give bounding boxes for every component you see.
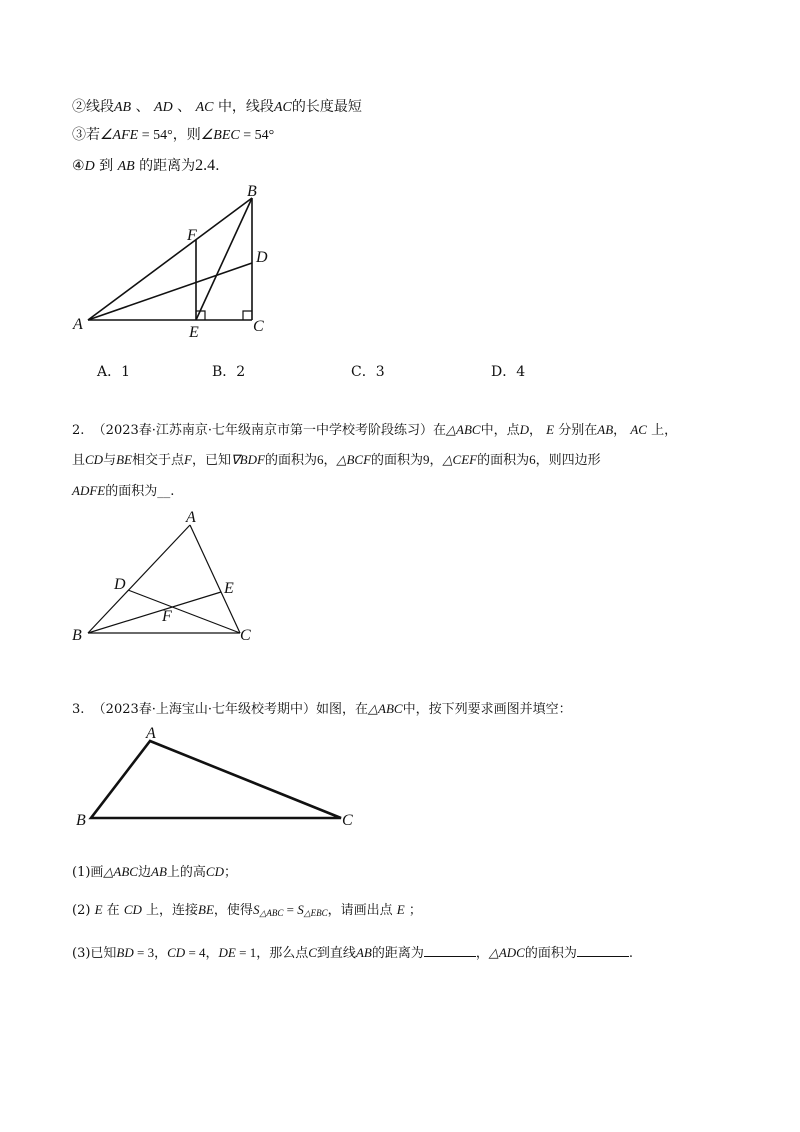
math: △ABC <box>259 908 284 918</box>
text: 到 <box>94 158 114 174</box>
option-c[interactable] <box>351 361 385 381</box>
math: = 54° <box>138 128 173 143</box>
option-value: 3 <box>375 364 385 380</box>
math: D <box>519 422 529 437</box>
fig3-label-b: B <box>76 812 86 829</box>
fig3-label-a: A <box>146 725 156 742</box>
text: 若 <box>86 127 100 143</box>
fig3-label-c: C <box>342 812 353 829</box>
text: 上， <box>651 423 678 438</box>
text: 上的高 <box>166 865 206 880</box>
math: S <box>297 902 304 917</box>
text: ， <box>529 423 543 438</box>
math: = 54° <box>239 128 275 143</box>
q3-part-1 <box>72 862 237 883</box>
statement-marker: ③ <box>72 127 86 143</box>
fig1-label-a: A <box>73 316 83 333</box>
math: E <box>94 902 103 917</box>
text: ，使得 <box>213 903 253 918</box>
math: AC <box>630 422 647 437</box>
fig2-label-f: F <box>162 608 172 625</box>
text: (1)画 <box>72 865 104 880</box>
fig2-label-c: C <box>240 627 251 644</box>
math: BD <box>116 945 134 960</box>
text: (2) <box>72 903 91 918</box>
math: CD <box>205 864 224 879</box>
figure-3 <box>91 741 341 818</box>
text: 边 <box>137 865 151 880</box>
text: ， <box>323 453 337 468</box>
option-letter: B． <box>212 364 237 380</box>
text: 到直线 <box>316 946 356 961</box>
text: 中，线段 <box>217 99 274 115</box>
text: 中，点 <box>480 423 520 438</box>
math: C <box>308 945 317 960</box>
math: △ABC <box>368 701 403 716</box>
text: . <box>170 484 175 499</box>
text: 的面积为 <box>524 946 577 961</box>
text: 在 <box>106 903 120 918</box>
text: ， <box>429 453 443 468</box>
math: △EBC <box>303 908 328 918</box>
question-number: 2. <box>72 423 85 438</box>
text: ， <box>154 946 168 961</box>
math: F <box>184 452 192 467</box>
text: 的距离为 <box>139 158 196 174</box>
text: ，那么点 <box>256 946 309 961</box>
q3-part-3 <box>72 942 633 964</box>
math: = 1 <box>235 945 257 960</box>
fig1-label-f: F <box>187 227 197 244</box>
math: = <box>283 902 298 917</box>
segment-ad <box>88 263 252 320</box>
math: AB <box>117 159 135 174</box>
text: 的面积为 <box>264 453 317 468</box>
text: 的面积为 <box>477 453 530 468</box>
text: ， <box>475 946 489 961</box>
math: AB <box>151 864 167 879</box>
math: BE <box>198 902 214 917</box>
math: E <box>546 422 555 437</box>
triangle-abc <box>91 741 341 818</box>
text: 、 <box>135 99 150 115</box>
text: ，则 <box>172 127 201 143</box>
math: ∇BDF <box>230 452 265 467</box>
fig2-label-d: D <box>114 576 126 593</box>
math: = 3 <box>133 945 155 960</box>
math: AB <box>355 945 372 960</box>
text: 的距离为 <box>371 946 424 961</box>
math: △ABC <box>446 422 481 437</box>
option-letter: A． <box>97 364 122 380</box>
option-letter: D． <box>491 364 517 380</box>
math: 9 <box>423 452 430 467</box>
q2-line-1 <box>72 420 677 441</box>
text: ， <box>205 946 219 961</box>
math: DE <box>218 945 236 960</box>
fig1-label-e: E <box>189 324 199 341</box>
text: ； <box>408 903 422 918</box>
fig2-label-e: E <box>224 580 234 597</box>
option-a[interactable] <box>97 361 130 381</box>
option-value: 4 <box>516 364 526 380</box>
fig1-label-c: C <box>253 318 264 335</box>
segment-ab <box>88 198 252 320</box>
q2-line-2 <box>72 450 601 471</box>
math: D <box>84 159 95 174</box>
math: 6 <box>316 452 324 467</box>
math: ADFE <box>72 483 106 498</box>
text: 且 <box>72 453 86 468</box>
text: . <box>628 946 634 961</box>
question-source: （2023春·江苏南京·七年级南京市第一中学校考阶段练习）在 <box>92 423 447 438</box>
math: CD <box>123 902 142 917</box>
question-source: （2023春·上海宝山·七年级校考期中）如图，在 <box>92 702 369 717</box>
text: 与 <box>103 453 117 468</box>
text: . <box>215 158 220 174</box>
math: S <box>252 902 260 917</box>
text: (3)已知 <box>72 946 117 961</box>
text: ，请画出点 <box>327 903 393 918</box>
q3-line-1 <box>72 699 572 720</box>
math: AB <box>114 100 132 115</box>
answer-blank-distance[interactable] <box>424 942 476 957</box>
math: AB <box>597 422 614 437</box>
q2-line-3 <box>72 481 174 502</box>
math: CD <box>85 452 104 467</box>
option-b[interactable] <box>212 361 245 381</box>
segment-be <box>196 198 252 320</box>
right-angle-mark-c <box>243 311 252 320</box>
text: 、 <box>177 99 192 115</box>
figure-1 <box>88 198 252 320</box>
text: ， <box>613 423 627 438</box>
answer-blank[interactable]: __ <box>157 484 171 499</box>
question-number: 3. <box>72 702 85 717</box>
text: 的面积为 <box>371 453 424 468</box>
math: △BCF <box>336 452 372 467</box>
math: ∠BEC <box>200 128 240 143</box>
math: △ABC <box>103 864 138 879</box>
math: CD <box>167 945 186 960</box>
statement-marker: ② <box>72 99 86 115</box>
text: 中，按下列要求画图并填空： <box>402 702 572 717</box>
math: △CEF <box>442 452 478 467</box>
fig1-label-b: B <box>247 183 257 200</box>
math: △ADC <box>488 945 525 960</box>
text: 线段 <box>86 99 114 115</box>
math: 2.4 <box>195 157 216 174</box>
statement-marker: ④ <box>72 158 85 174</box>
text: 上，连接 <box>146 903 199 918</box>
option-value: 2 <box>236 364 246 380</box>
text: ，则四边形 <box>535 453 601 468</box>
math: AC <box>273 100 292 115</box>
math: = 4 <box>185 945 206 960</box>
text: 相交于点 <box>131 453 184 468</box>
fig1-label-d: D <box>256 249 268 266</box>
text: ，已知 <box>191 453 231 468</box>
answer-blank-area[interactable] <box>577 942 629 957</box>
option-letter: C． <box>351 364 376 380</box>
math: 6 <box>529 452 536 467</box>
fig2-label-b: B <box>72 627 82 644</box>
option-value: 1 <box>121 364 131 380</box>
q3-part-2 <box>72 900 422 923</box>
math: ∠AFE <box>100 128 139 143</box>
math: E <box>396 902 405 917</box>
option-d[interactable] <box>491 361 525 381</box>
text: ； <box>223 865 237 880</box>
math: AD <box>154 100 173 115</box>
text: 分别在 <box>558 423 598 438</box>
text: 的长度最短 <box>291 99 362 115</box>
text: 的面积为 <box>105 484 158 499</box>
fig2-label-a: A <box>186 509 196 526</box>
math: BE <box>116 452 132 467</box>
math: AC <box>195 100 214 115</box>
